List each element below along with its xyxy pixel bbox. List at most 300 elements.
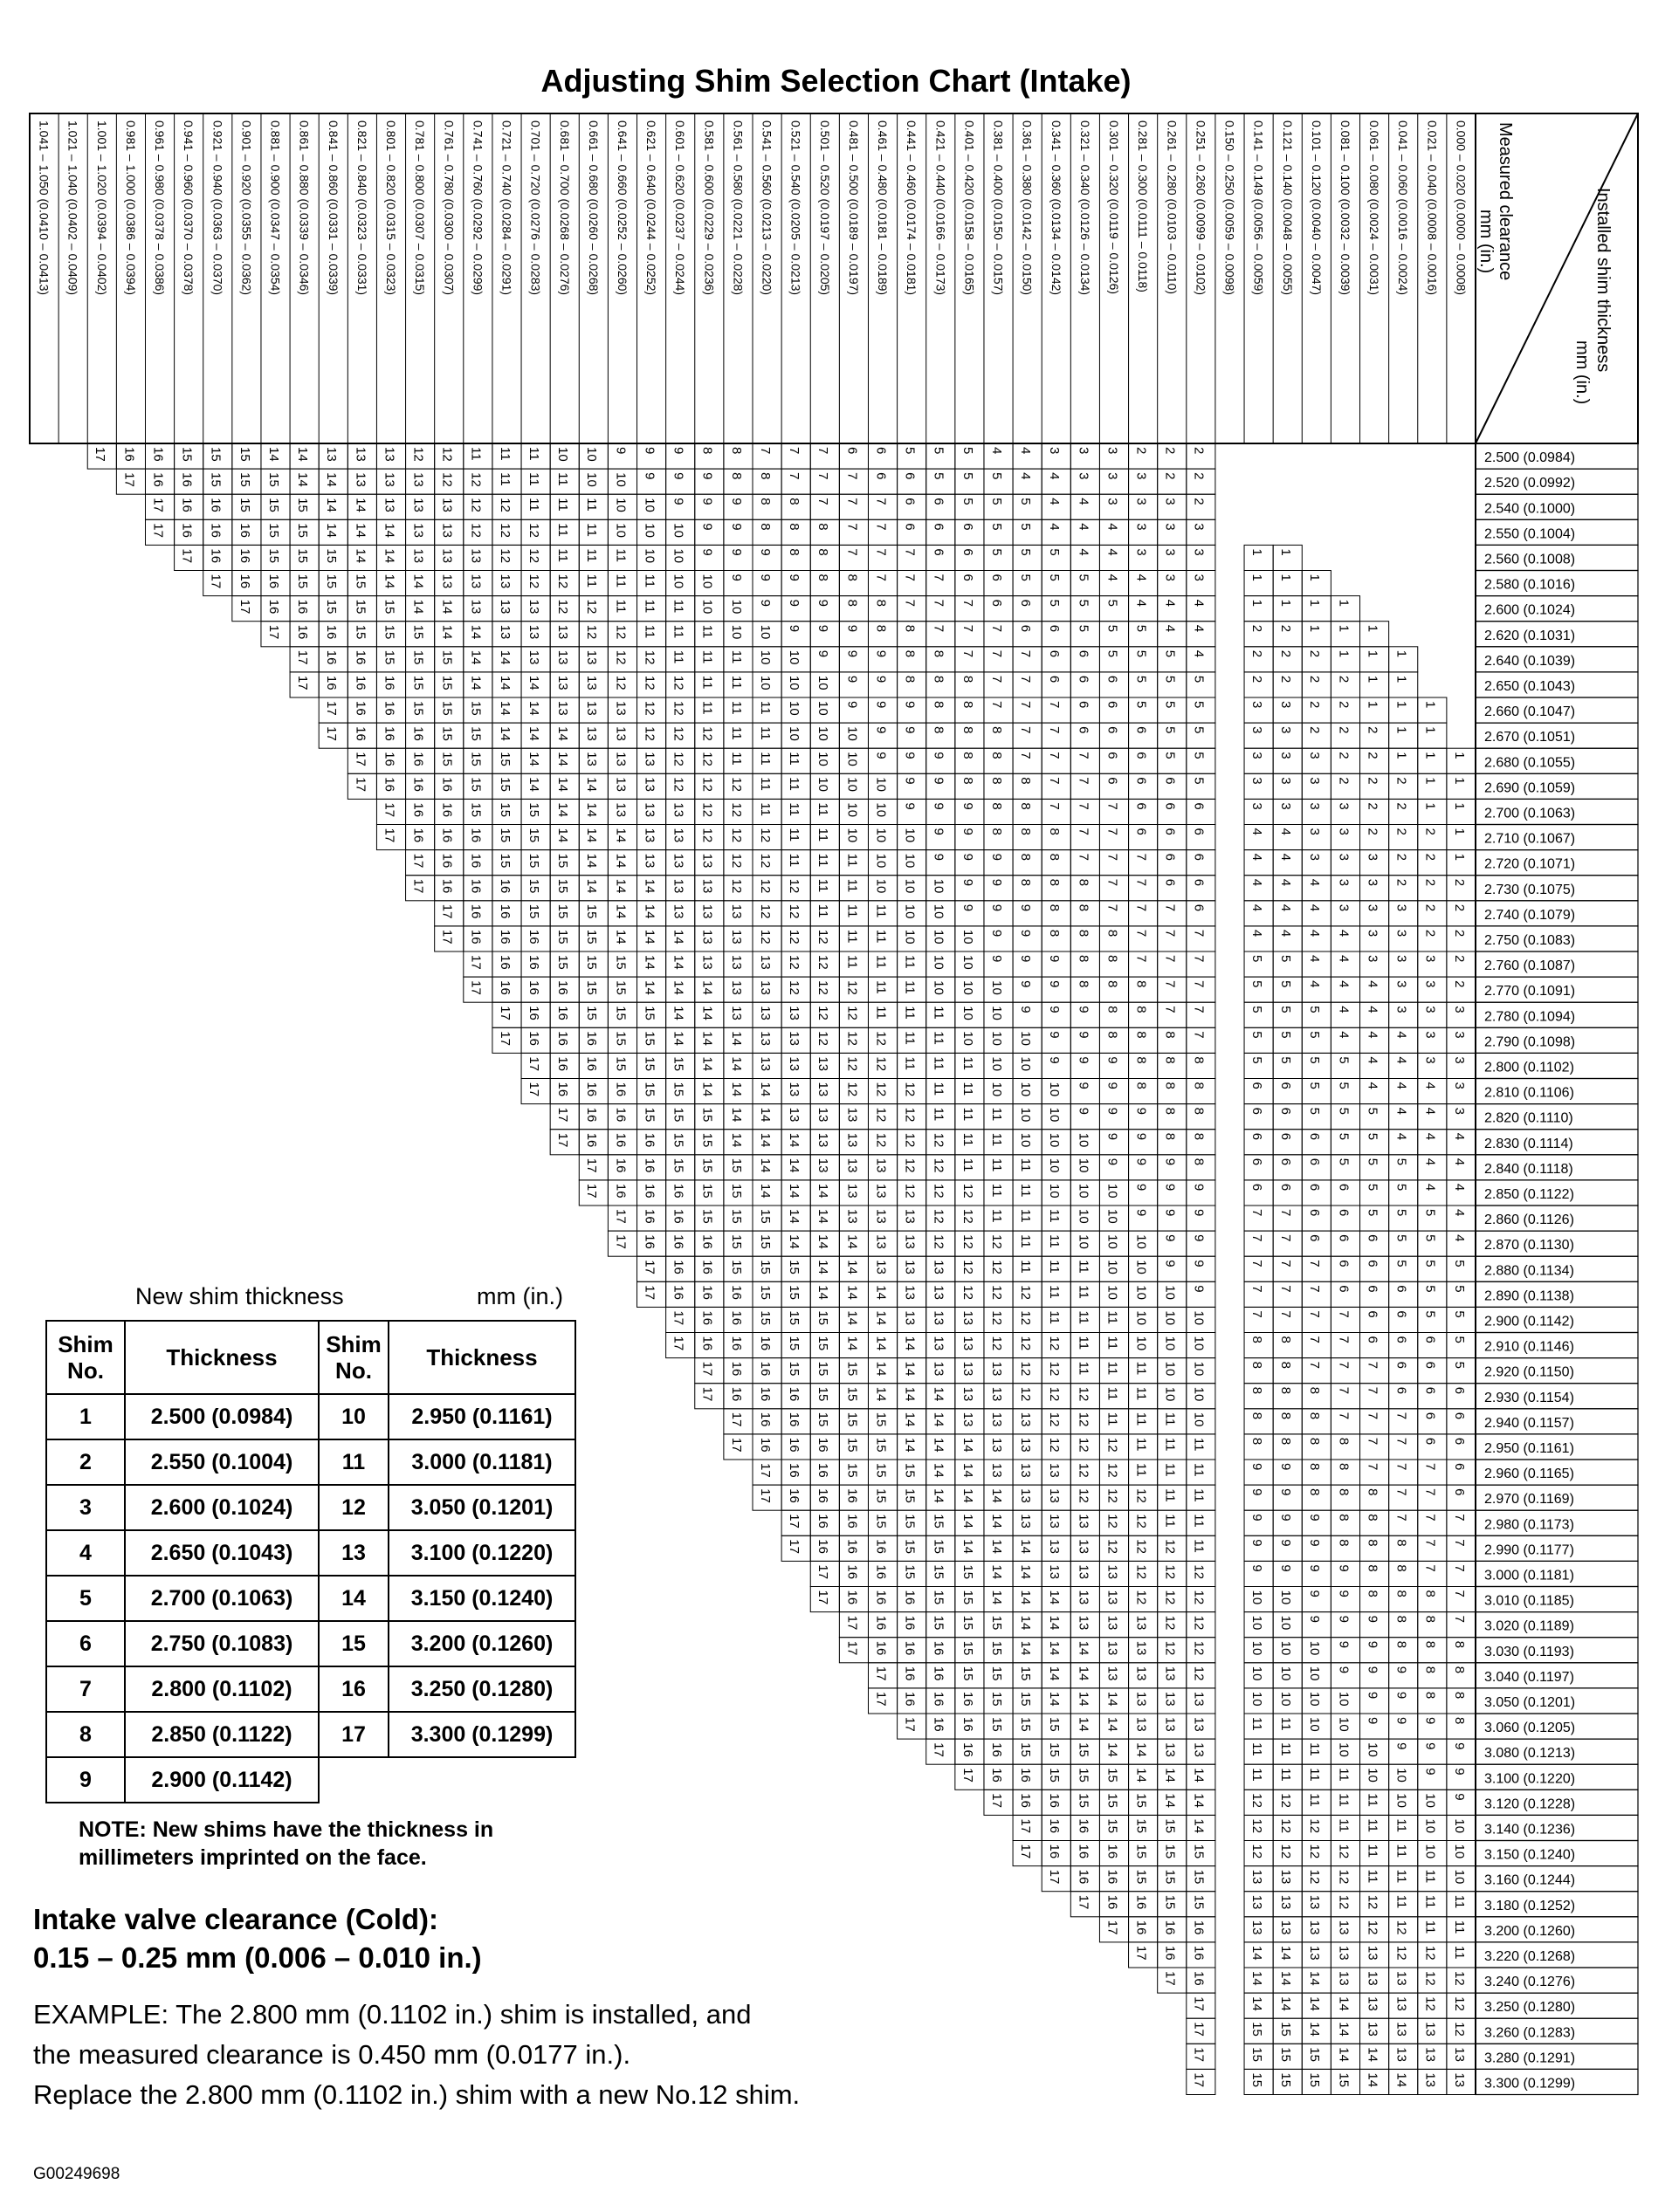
shim-cell: 15 (902, 1488, 918, 1503)
shim-cell: 14 (497, 726, 513, 741)
shim-cell: 14 (526, 777, 541, 792)
shim-cell: 9 (960, 878, 975, 887)
installed-header: 2.690 (0.1059) (1484, 780, 1576, 796)
shim-cell: 3 (1393, 903, 1409, 912)
shim-cell: 8 (1393, 1640, 1409, 1649)
shim-cell: 3 (1104, 472, 1120, 480)
shim-cell: 12 (1393, 1945, 1409, 1961)
shim-cell: 8 (787, 498, 802, 505)
shim-cell: 6 (1133, 802, 1149, 810)
shim-cell: 9 (844, 675, 860, 684)
shim-cell: 10 (1047, 1082, 1063, 1097)
installed-header: 3.300 (0.1299) (1484, 2076, 1576, 2092)
shim-cell: 7 (1162, 1006, 1178, 1013)
shim-cell: 17 (468, 980, 484, 995)
shim-cell: 10 (960, 980, 975, 995)
installed-header: 2.830 (0.1114) (1484, 1136, 1573, 1151)
shim-cell: 13 (787, 1031, 802, 1046)
shim-cell: 16 (179, 498, 195, 512)
shim-cell: 1 (1249, 599, 1264, 607)
shim-cell: 11 (468, 447, 484, 461)
shim-cell: 13 (873, 1158, 889, 1173)
shim-cell: 13 (1133, 1615, 1149, 1631)
shim-cell: 12 (699, 828, 715, 843)
shim-cell: 15 (295, 548, 311, 564)
shim-cell: 2 (1365, 777, 1380, 785)
installed-header: 3.260 (0.1283) (1484, 2025, 1576, 2041)
shim-cell: 2 (1249, 675, 1264, 684)
clearance-header: 0.721 – 0.740 (0.0284 – 0.0291) (499, 120, 514, 296)
shim-cell: 9 (815, 624, 831, 633)
shim-cell: 12 (873, 1082, 889, 1097)
shim-cell: 3 (1393, 980, 1409, 988)
shim-cell: 12 (988, 1234, 1004, 1249)
shim-cell: 14 (873, 1285, 889, 1300)
shim-cell: 14 (960, 1437, 975, 1453)
shim-cell: 3 (1307, 802, 1323, 810)
shim-cell: 3 (1307, 752, 1323, 759)
shim-cell: 13 (584, 752, 600, 766)
shim-cell: 12 (1104, 1463, 1120, 1478)
shim-cell: 15 (931, 1615, 946, 1631)
shim-cell: 12 (1162, 1539, 1178, 1554)
shim-cell: 17 (121, 472, 137, 487)
shim-cell: 7 (1047, 752, 1063, 759)
shim-cell: 13 (699, 955, 715, 970)
legend-thickness: 3.050 (0.1201) (389, 1485, 575, 1530)
shim-cell: 9 (1422, 1742, 1438, 1750)
shim-cell: 9 (613, 447, 629, 455)
shim-cell: 15 (555, 853, 571, 869)
shim-cell: 14 (844, 1285, 860, 1300)
shim-cell: 13 (439, 574, 455, 589)
shim-cell: 10 (1133, 1285, 1149, 1300)
shim-cell: 11 (1104, 1361, 1120, 1376)
shim-cell: 9 (1047, 1031, 1063, 1039)
shim-cell: 10 (1191, 1310, 1207, 1326)
shim-cell: 5 (1422, 1260, 1438, 1267)
shim-cell: 12 (960, 1209, 975, 1224)
shim-cell: 15 (728, 1234, 744, 1249)
shim-cell: 10 (728, 624, 744, 640)
shim-cell: 10 (902, 903, 918, 919)
shim-cell: 10 (1278, 1615, 1294, 1631)
shim-cell: 5 (1047, 599, 1063, 607)
shim-cell: 13 (1047, 1539, 1063, 1554)
shim-cell: 4 (1278, 853, 1294, 861)
shim-cell: 10 (1191, 1412, 1207, 1427)
shim-cell: 17 (324, 726, 340, 741)
legend-shim-no: 4 (46, 1530, 125, 1576)
shim-cell: 7 (1451, 1564, 1467, 1572)
shim-cell: 14 (1076, 1691, 1091, 1707)
shim-cell: 16 (1133, 1920, 1149, 1935)
shim-cell: 12 (1307, 1869, 1323, 1885)
shim-cell: 17 (1018, 1818, 1034, 1834)
shim-cell: 15 (613, 980, 629, 995)
shim-cell: 6 (1393, 1310, 1409, 1318)
shim-cell: 13 (1104, 1640, 1120, 1656)
shim-cell: 15 (844, 1437, 860, 1453)
shim-cell: 4 (1365, 1031, 1380, 1039)
shim-cell: 12 (1307, 1844, 1323, 1859)
shim-cell: 8 (988, 802, 1004, 810)
installed-header: 2.950 (0.1161) (1484, 1441, 1574, 1456)
shim-cell: 4 (1422, 1158, 1438, 1166)
shim-cell: 13 (1018, 1463, 1034, 1478)
shim-cell: 1 (1365, 675, 1380, 684)
shim-cell: 1 (1422, 752, 1438, 759)
shim-cell: 6 (1162, 853, 1178, 861)
shim-cell: 6 (1191, 903, 1207, 912)
shim-cell: 7 (1336, 1386, 1352, 1395)
clearance-header: 0.801 – 0.820 (0.0315 – 0.0323) (384, 120, 399, 296)
shim-cell: 11 (555, 498, 571, 512)
shim-cell: 16 (468, 828, 484, 843)
shim-cell: 7 (1249, 1310, 1264, 1318)
shim-cell: 6 (1191, 828, 1207, 835)
shim-cell: 17 (1191, 1996, 1207, 2011)
shim-cell: 14 (988, 1564, 1004, 1580)
shim-cell: 15 (960, 1640, 975, 1656)
shim-cell: 10 (671, 574, 686, 589)
shim-cell: 6 (1133, 726, 1149, 734)
shim-cell: 16 (671, 1209, 686, 1224)
shim-cell: 9 (902, 802, 918, 810)
shim-cell: 6 (1018, 624, 1034, 633)
shim-cell: 5 (1249, 1056, 1264, 1064)
shim-cell: 16 (439, 802, 455, 818)
shim-cell: 15 (1191, 1869, 1207, 1885)
shim-cell: 13 (353, 447, 368, 462)
shim-cell: 15 (642, 1056, 657, 1072)
shim-cell: 10 (1249, 1615, 1264, 1631)
shim-cell: 11 (1104, 1310, 1120, 1324)
shim-cell: 14 (1365, 2047, 1380, 2062)
shim-cell: 8 (1365, 1564, 1380, 1572)
shim-cell: 6 (1018, 599, 1034, 607)
shim-cell: 14 (787, 1132, 802, 1148)
shim-cell: 9 (902, 726, 918, 734)
shim-cell: 15 (1133, 1793, 1149, 1808)
shim-cell: 10 (815, 752, 831, 766)
shim-cell: 11 (642, 574, 657, 588)
shim-cell: 14 (324, 498, 340, 512)
shim-cell: 15 (353, 624, 368, 640)
shim-cell: 17 (1191, 2022, 1207, 2037)
shim-cell: 11 (1018, 1234, 1034, 1248)
shim-cell: 10 (902, 853, 918, 869)
shim-cell: 7 (960, 599, 975, 607)
shim-cell: 14 (1133, 1768, 1149, 1783)
shim-cell: 8 (988, 726, 1004, 734)
shim-cell: 7 (1307, 1260, 1323, 1267)
legend-shim-no: 5 (46, 1576, 125, 1621)
shim-cell: 14 (613, 929, 629, 945)
shim-cell: 2 (1336, 701, 1352, 709)
shim-cell: 14 (1018, 1590, 1034, 1605)
shim-cell: 10 (1018, 1132, 1034, 1148)
shim-cell: 7 (787, 447, 802, 455)
shim-cell: 17 (787, 1539, 802, 1554)
shim-cell: 4 (1249, 853, 1264, 861)
shim-cell: 4 (1133, 599, 1149, 607)
legend-col-shim-no-2: Shim No. (319, 1321, 389, 1394)
shim-cell: 16 (1162, 1945, 1178, 1961)
shim-cell: 15 (787, 1310, 802, 1326)
installed-header: 2.750 (0.1083) (1484, 933, 1576, 948)
shim-cell: 10 (844, 726, 860, 741)
shim-cell: 14 (439, 624, 455, 640)
shim-cell: 15 (1104, 1768, 1120, 1783)
shim-cell: 8 (1249, 1361, 1264, 1369)
shim-cell: 9 (1104, 1056, 1120, 1064)
shim-cell: 15 (815, 1336, 831, 1351)
shim-cell: 14 (873, 1310, 889, 1326)
shim-cell: 9 (1104, 1158, 1120, 1166)
shim-cell: 12 (1162, 1615, 1178, 1631)
shim-cell: 16 (237, 523, 252, 538)
shim-cell: 11 (1047, 1285, 1063, 1299)
clearance-header: 0.000 – 0.020 (0.0000 – 0.0008) (1454, 120, 1469, 296)
shim-cell: 15 (526, 878, 541, 894)
shim-cell: 13 (757, 1031, 773, 1046)
shim-cell: 14 (931, 1437, 946, 1453)
shim-cell: 9 (873, 701, 889, 709)
shim-cell: 16 (584, 1107, 600, 1123)
shim-cell: 11 (844, 853, 860, 868)
shim-cell: 14 (1307, 2022, 1323, 2037)
shim-cell: 15 (295, 498, 311, 512)
shim-cell: 2 (1422, 878, 1438, 887)
shim-cell: 15 (642, 1031, 657, 1046)
shim-cell: 9 (728, 498, 744, 505)
shim-cell: 2 (1133, 447, 1149, 455)
shim-cell: 1 (1307, 599, 1323, 607)
shim-cell: 15 (584, 980, 600, 995)
shim-cell: 5 (1278, 955, 1294, 963)
shim-cell: 15 (988, 1717, 1004, 1732)
shim-cell: 16 (179, 472, 195, 487)
shim-cell: 12 (468, 472, 484, 487)
shim-cell: 3 (1133, 548, 1149, 556)
shim-cell: 2 (1422, 903, 1438, 912)
shim-cell: 2 (1162, 447, 1178, 455)
shim-cell: 6 (1422, 1386, 1438, 1395)
shim-cell: 3 (1249, 752, 1264, 759)
shim-cell: 11 (1104, 1336, 1120, 1350)
shim-cell: 10 (844, 777, 860, 792)
shim-cell: 4 (1191, 599, 1207, 607)
shim-cell: 13 (382, 447, 397, 462)
shim-cell: 13 (671, 853, 686, 869)
shim-cell: 9 (1249, 1564, 1264, 1572)
shim-cell: 6 (1047, 624, 1063, 633)
shim-cell: 13 (787, 1056, 802, 1072)
shim-cell: 11 (988, 1132, 1004, 1147)
shim-cell: 10 (757, 624, 773, 640)
shim-cell: 14 (844, 1310, 860, 1326)
installed-header: 2.650 (0.1043) (1484, 679, 1576, 694)
shim-cell: 10 (1191, 1386, 1207, 1402)
shim-cell: 13 (815, 1107, 831, 1123)
shim-cell: 2 (1393, 802, 1409, 810)
shim-cell: 9 (1336, 1590, 1352, 1597)
shim-cell: 11 (1191, 1437, 1207, 1452)
shim-cell: 11 (787, 752, 802, 766)
shim-cell: 2 (1451, 980, 1467, 988)
shim-cell: 16 (671, 1234, 686, 1249)
shim-cell: 10 (988, 980, 1004, 995)
shim-cell: 16 (121, 447, 137, 462)
shim-cell: 13 (1133, 1666, 1149, 1681)
legend-thickness: 3.150 (0.1240) (389, 1576, 575, 1621)
shim-cell: 3 (1104, 447, 1120, 455)
shim-cell: 13 (728, 980, 744, 995)
shim-cell: 11 (1365, 1818, 1380, 1832)
shim-cell: 17 (295, 675, 311, 690)
shim-cell: 8 (1307, 1437, 1323, 1446)
shim-cell: 11 (873, 903, 889, 918)
legend-row (46, 1712, 575, 1757)
shim-cell: 13 (1191, 1717, 1207, 1732)
shim-cell: 8 (960, 752, 975, 759)
legend-row (46, 1757, 575, 1803)
shim-cell: 11 (1047, 1310, 1063, 1324)
shim-cell: 11 (1249, 1717, 1264, 1731)
shim-cell: 12 (728, 802, 744, 818)
shim-cell: 12 (873, 1107, 889, 1123)
shim-cell: 14 (1076, 1666, 1091, 1681)
shim-cell: 6 (1076, 675, 1091, 684)
installed-header: 2.890 (0.1138) (1484, 1288, 1574, 1304)
shim-cell: 17 (382, 802, 397, 818)
shim-cell: 6 (902, 498, 918, 505)
shim-cell: 8 (1133, 1031, 1149, 1039)
shim-cell: 14 (642, 955, 657, 970)
shim-cell: 9 (1365, 1691, 1380, 1700)
shim-cell: 10 (1133, 1234, 1149, 1249)
shim-cell: 14 (815, 1234, 831, 1249)
shim-cell: 17 (728, 1437, 744, 1453)
shim-cell: 14 (526, 701, 541, 716)
shim-cell: 14 (584, 853, 600, 869)
shim-cell: 12 (584, 599, 600, 615)
shim-cell: 13 (1018, 1412, 1034, 1427)
shim-cell: 8 (1047, 853, 1063, 861)
shim-cell: 8 (1018, 878, 1034, 887)
shim-cell: 17 (584, 1158, 600, 1173)
shim-cell: 16 (179, 523, 195, 538)
shim-cell: 4 (1365, 980, 1380, 988)
shim-cell: 16 (1076, 1818, 1091, 1834)
shim-cell: 15 (1162, 1818, 1178, 1834)
shim-cell: 17 (353, 752, 368, 766)
shim-cell: 11 (642, 624, 657, 639)
shim-cell: 15 (873, 1488, 889, 1503)
legend-row (46, 1530, 575, 1576)
shim-cell: 17 (497, 1031, 513, 1046)
shim-cell: 13 (1365, 1996, 1380, 2011)
shim-cell: 15 (526, 903, 541, 919)
shim-cell: 16 (324, 649, 340, 665)
shim-cell: 7 (1393, 1412, 1409, 1420)
shim-cell: 13 (1104, 1590, 1120, 1605)
shim-cell: 11 (1162, 1463, 1178, 1477)
shim-cell: 1 (1336, 624, 1352, 633)
shim-cell: 14 (1393, 2072, 1409, 2088)
shim-cell: 9 (1018, 980, 1034, 988)
shim-cell: 6 (1249, 1183, 1264, 1192)
shim-cell: 2 (1393, 828, 1409, 835)
shim-cell: 16 (844, 1564, 860, 1580)
installed-header: 2.980 (0.1173) (1484, 1517, 1574, 1533)
shim-cell: 5 (1076, 599, 1091, 607)
shim-cell: 3 (1249, 701, 1264, 709)
shim-cell: 3 (1191, 523, 1207, 531)
shim-cell: 7 (902, 574, 918, 581)
shim-cell: 16 (699, 1260, 715, 1274)
shim-cell: 15 (439, 649, 455, 665)
shim-cell: 3 (1278, 726, 1294, 734)
shim-cell: 6 (1076, 726, 1091, 734)
shim-cell: 12 (1133, 1590, 1149, 1605)
shim-cell: 7 (1307, 1310, 1323, 1318)
shim-cell: 1 (1451, 828, 1467, 835)
shim-cell: 9 (988, 903, 1004, 912)
shim-cell: 13 (960, 1361, 975, 1377)
shim-cell: 3 (1393, 1006, 1409, 1013)
shim-cell: 15 (671, 1132, 686, 1148)
shim-cell: 13 (584, 726, 600, 741)
installed-header: 2.850 (0.1122) (1484, 1187, 1574, 1202)
shim-cell: 5 (988, 472, 1004, 480)
shim-cell: 7 (1307, 1285, 1323, 1293)
installed-header: 2.790 (0.1098) (1484, 1034, 1576, 1050)
shim-cell: 5 (1249, 980, 1264, 988)
installed-header: 2.700 (0.1063) (1484, 806, 1576, 821)
shim-cell: 4 (988, 447, 1004, 455)
shim-cell: 9 (1076, 1006, 1091, 1013)
shim-cell: 15 (295, 574, 311, 589)
shim-cell: 11 (757, 802, 773, 816)
shim-cell: 10 (1307, 1691, 1323, 1707)
shim-cell: 14 (642, 878, 657, 894)
shim-cell: 11 (757, 726, 773, 740)
shim-cell: 12 (988, 1285, 1004, 1300)
shim-cell: 14 (1336, 1996, 1352, 2011)
shim-cell: 12 (1047, 1336, 1063, 1351)
shim-cell: 12 (1018, 1336, 1034, 1351)
shim-cell: 13 (497, 574, 513, 589)
legend-thickness: 3.300 (0.1299) (389, 1712, 575, 1757)
shim-cell: 1 (1393, 752, 1409, 759)
shim-cell: 5 (960, 498, 975, 505)
shim-cell: 4 (1047, 523, 1063, 531)
shim-cell: 10 (931, 980, 946, 995)
shim-cell: 6 (1133, 752, 1149, 759)
installed-header: 3.010 (0.1185) (1484, 1593, 1574, 1609)
shim-cell: 8 (931, 649, 946, 658)
measured-label: Measured clearance (1496, 122, 1515, 281)
shim-cell: 4 (1104, 548, 1120, 556)
shim-cell: 13 (1307, 1920, 1323, 1935)
shim-cell: 10 (902, 878, 918, 894)
shim-cell: 15 (1162, 1894, 1178, 1910)
shim-cell: 6 (1104, 726, 1120, 734)
shim-cell: 7 (1162, 903, 1178, 912)
shim-cell: 15 (931, 1564, 946, 1580)
